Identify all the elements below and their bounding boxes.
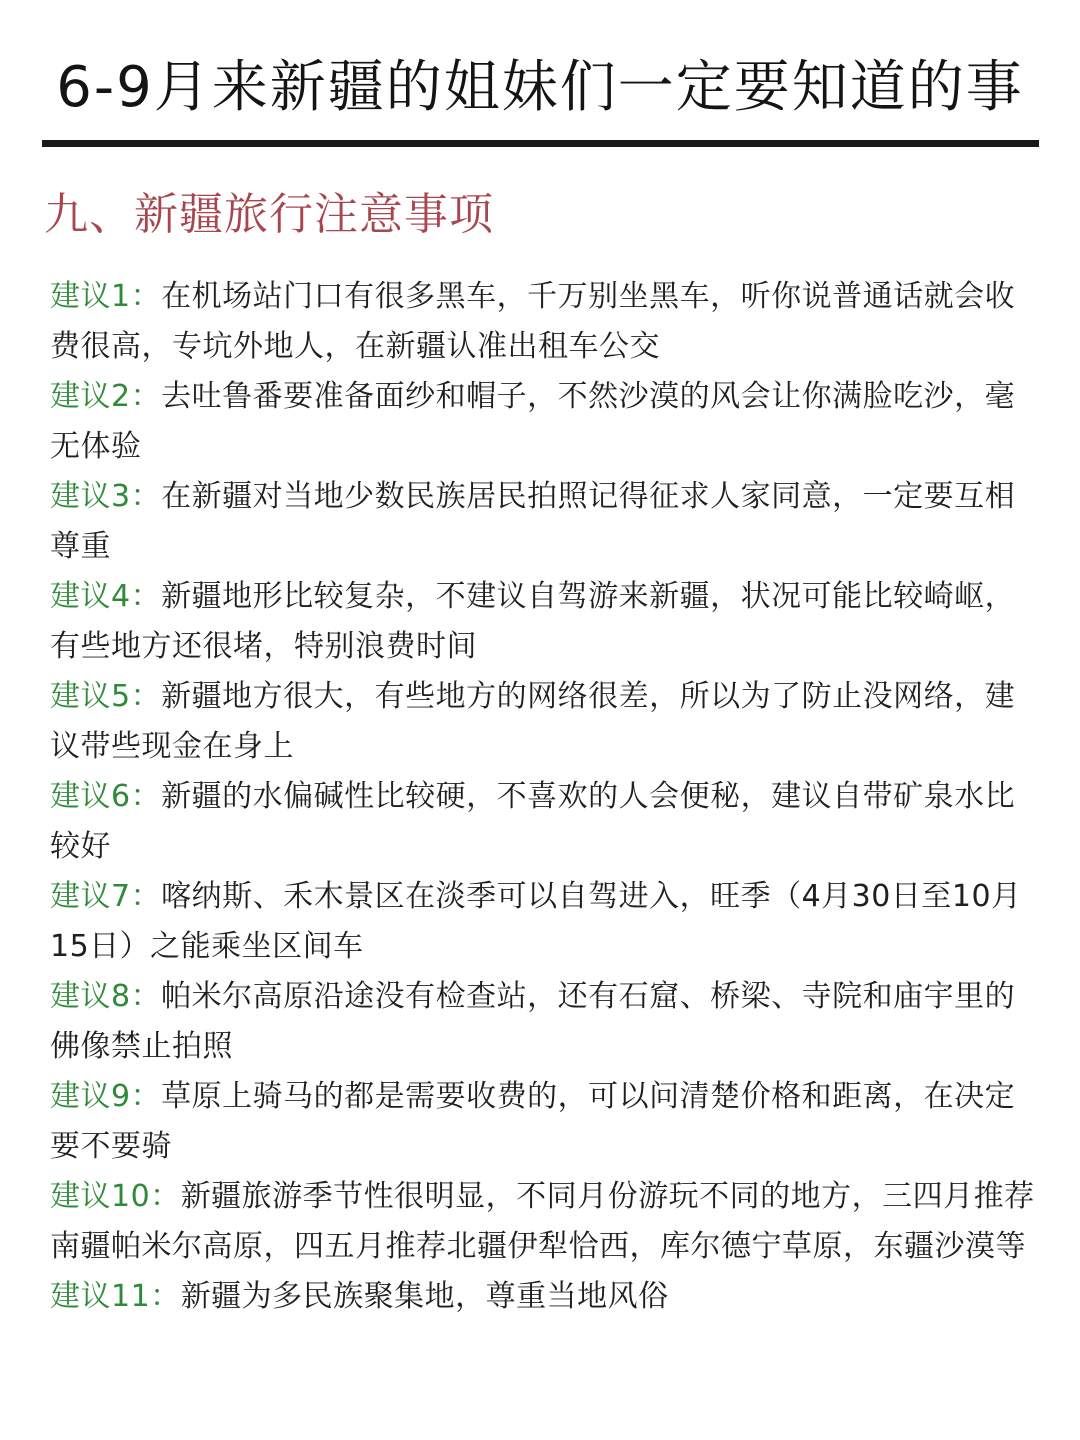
tip-label: 建议7： [50, 879, 162, 914]
tip-item [50, 572, 1040, 672]
tip-item [50, 872, 1040, 972]
tip-item [50, 772, 1040, 872]
tip-label: 建议1： [50, 279, 162, 314]
tip-item [50, 1072, 1040, 1172]
tip-item [50, 972, 1040, 1072]
tip-item [50, 1272, 1040, 1322]
tip-text: 新疆地形比较复杂，不建议自驾游来新疆，状况可能比较崎岖，有些地方还很堵，特别浪费时间 [50, 579, 1016, 664]
tip-label: 建议3： [50, 479, 162, 514]
tip-text: 草原上骑马的都是需要收费的，可以问清楚价格和距离，在决定要不要骑 [50, 1079, 1016, 1164]
tips-list [50, 272, 1040, 1322]
tip-label: 建议8： [50, 979, 162, 1014]
tip-text: 新疆旅游季节性很明显，不同月份游玩不同的地方，三四月推荐南疆帕米尔高原，四五月推荐北疆伊犁恰西，库尔德宁草原，东疆沙漠等 [50, 1179, 1035, 1264]
tip-label: 建议5： [50, 679, 162, 714]
tip-item [50, 1172, 1040, 1272]
tip-label: 建议4： [50, 579, 162, 614]
title-divider [42, 140, 1039, 147]
tip-label: 建议10： [50, 1179, 181, 1214]
tip-text: 帕米尔高原沿途没有检查站，还有石窟、桥梁、寺院和庙宇里的佛像禁止拍照 [50, 979, 1016, 1064]
tip-text: 去吐鲁番要准备面纱和帽子，不然沙漠的风会让你满脸吃沙，毫无体验 [50, 379, 1016, 464]
tip-text: 新疆地方很大，有些地方的网络很差，所以为了防止没网络，建议带些现金在身上 [50, 679, 1016, 764]
page-title: 6-9月来新疆的姐妹们一定要知道的事 [56, 55, 1024, 120]
section-title: 九、新疆旅行注意事项 [44, 189, 494, 240]
tip-item [50, 472, 1040, 572]
tip-label: 建议9： [50, 1079, 162, 1114]
tip-text: 喀纳斯、禾木景区在淡季可以自驾进入，旺季（4月30日至10月15日）之能乘坐区间车 [50, 879, 1022, 964]
tip-text: 在新疆对当地少数民族居民拍照记得征求人家同意，一定要互相尊重 [50, 479, 1016, 564]
tip-text: 在机场站门口有很多黑车，千万别坐黑车，听你说普通话就会收费很高，专坑外地人，在新疆认准出租车公交 [50, 279, 1016, 364]
tip-item [50, 272, 1040, 372]
tip-item [50, 672, 1040, 772]
tip-label: 建议2： [50, 379, 162, 414]
tip-label: 建议6： [50, 779, 162, 814]
tip-text: 新疆为多民族聚集地，尊重当地风俗 [180, 1279, 669, 1314]
tip-item [50, 372, 1040, 472]
tip-text: 新疆的水偏碱性比较硬，不喜欢的人会便秘，建议自带矿泉水比较好 [50, 779, 1016, 864]
tip-label: 建议11： [50, 1279, 181, 1314]
